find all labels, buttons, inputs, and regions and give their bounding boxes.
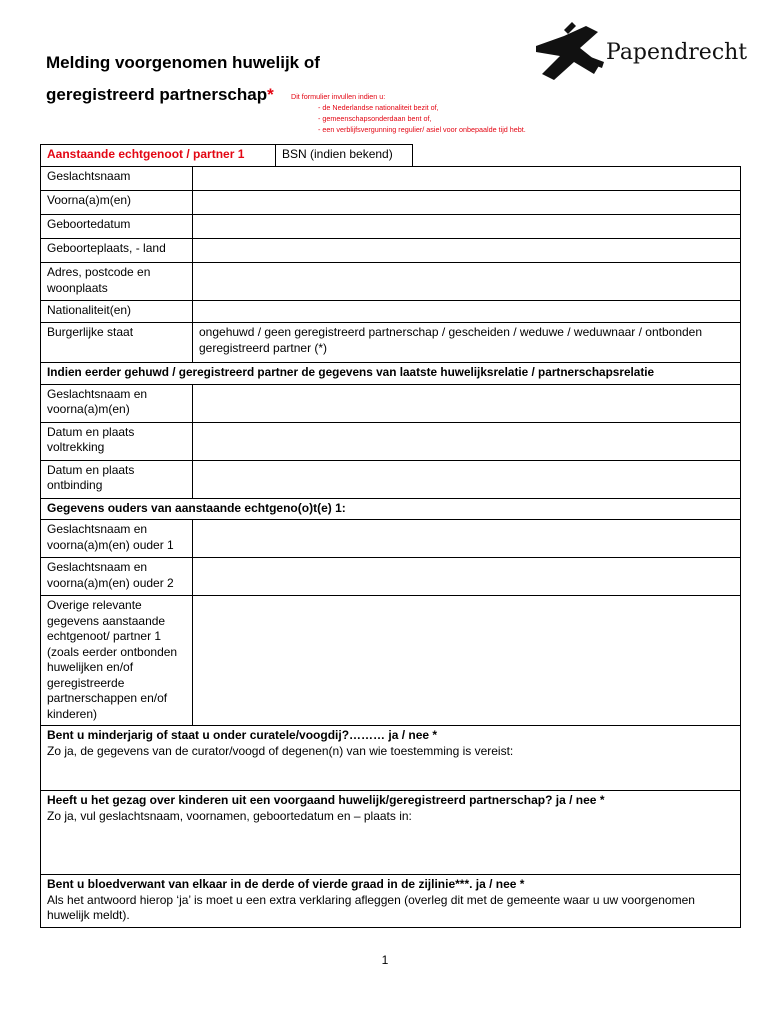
question-detail: Als het antwoord hierop ‘ja’ is moet u een extra verklaring afleggen (overleg dit met de gemeente waar u uw voorgenomen huwelijk meldt). bbox=[47, 892, 695, 922]
question-guardianship[interactable] bbox=[41, 726, 741, 791]
instruction-item-1: - de Nederlandse nationaliteit bezit of, bbox=[318, 103, 439, 112]
field-label: Nationaliteit(en) bbox=[41, 301, 193, 323]
field-label: Geslachtsnaam en voorna(a)m(en) ouder 1 bbox=[41, 520, 193, 558]
field-label: Datum en plaats ontbinding bbox=[41, 460, 193, 498]
instruction-item-3: - een verblijfsvergunning regulier/ asiel voor onbepaalde tijd hebt. bbox=[318, 125, 526, 134]
question-text: Heeft u het gezag over kinderen uit een voorgaand huwelijk/geregistreerd partnerschap? ja / nee * bbox=[47, 793, 605, 807]
prev-partner-name-input[interactable] bbox=[193, 384, 741, 422]
voltrekking-input[interactable] bbox=[193, 422, 741, 460]
ontbinding-input[interactable] bbox=[193, 460, 741, 498]
field-label: Geboorteplaats, - land bbox=[41, 239, 193, 263]
page-title-line1: Melding voorgenomen huwelijk of bbox=[46, 53, 320, 72]
voornamen-input[interactable] bbox=[193, 191, 741, 215]
nationaliteit-input[interactable] bbox=[193, 301, 741, 323]
section1-title: Aanstaande echtgenoot / partner 1 bbox=[41, 145, 276, 167]
section2-title: Indien eerder gehuwd / geregistreerd partner de gegevens van laatste huwelijksrelatie / partnerschapsrelatie bbox=[41, 363, 741, 385]
geboortedatum-input[interactable] bbox=[193, 215, 741, 239]
bsn-label: BSN (indien bekend) bbox=[276, 145, 413, 167]
question-custody[interactable] bbox=[41, 791, 741, 875]
field-label: Burgerlijke staat bbox=[41, 323, 193, 363]
parent2-input[interactable] bbox=[193, 558, 741, 596]
section3-title: Gegevens ouders van aanstaande echtgeno(o)t(e) 1: bbox=[41, 498, 741, 520]
field-label: Adres, postcode en woonplaats bbox=[41, 263, 193, 301]
field-label: Datum en plaats voltrekking bbox=[41, 422, 193, 460]
field-label: Geslachtsnaam en voorna(a)m(en) bbox=[41, 384, 193, 422]
question-text: Bent u minderjarig of staat u onder curatele/voogdij?……… ja / nee * bbox=[47, 728, 438, 742]
question-detail: Zo ja, de gegevens van de curator/voogd of degenen(n) van wie toestemming is vereist: bbox=[47, 743, 514, 758]
field-label: Geslachtsnaam bbox=[41, 167, 193, 191]
registration-form-table bbox=[40, 144, 741, 928]
question-text: Bent u bloedverwant van elkaar in de derde of vierde graad in de zijlinie***. ja / nee * bbox=[47, 877, 525, 891]
field-label: Geslachtsnaam en voorna(a)m(en) ouder 2 bbox=[41, 558, 193, 596]
page-number: 1 bbox=[381, 953, 389, 967]
civil-status-options[interactable]: ongehuwd / geen geregistreerd partnerschap / gescheiden / weduwe / weduwnaar / ontbonden geregistreerd partner (*) bbox=[193, 323, 741, 363]
title-asterisk: * bbox=[267, 85, 274, 104]
page-title-line2 bbox=[46, 85, 274, 105]
instruction-item-2: - gemeenschapsonderdaan bent of, bbox=[318, 114, 432, 123]
parent1-input[interactable] bbox=[193, 520, 741, 558]
field-label: Geboortedatum bbox=[41, 215, 193, 239]
question-blood-relation[interactable] bbox=[41, 875, 741, 928]
adres-input[interactable] bbox=[193, 263, 741, 301]
question-detail: Zo ja, vul geslachtsnaam, voornamen, geboortedatum en – plaats in: bbox=[47, 808, 412, 823]
instruction-intro: Dit formulier invullen indien u: bbox=[291, 92, 386, 101]
page-title-text: geregistreerd partnerschap bbox=[46, 85, 268, 104]
geboorteplaats-input[interactable] bbox=[193, 239, 741, 263]
logo-text: Papendrecht bbox=[606, 40, 748, 65]
other-details-input[interactable] bbox=[193, 596, 741, 726]
geslachtsnaam-input[interactable] bbox=[193, 167, 741, 191]
bsn-spacer bbox=[413, 145, 741, 167]
field-label: Overige relevante gegevens aanstaande echtgenoot/ partner 1 (zoals eerder ontbonden huwelijken en/of geregistreerde partnerschappen en/of kinderen) bbox=[41, 596, 193, 726]
field-label: Voorna(a)m(en) bbox=[41, 191, 193, 215]
